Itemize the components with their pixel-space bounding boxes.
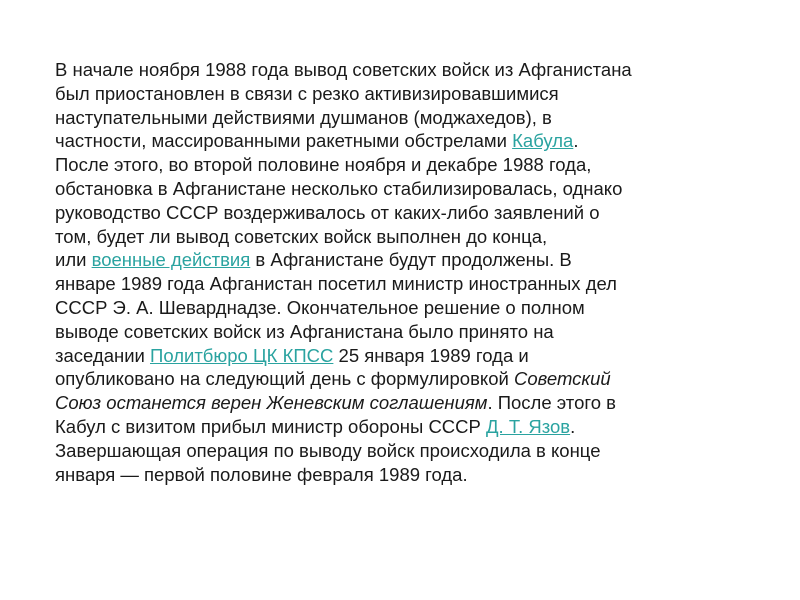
text-segment: . [570, 415, 576, 437]
text-line [55, 439, 755, 463]
text-line [55, 82, 755, 106]
text-line [55, 296, 755, 320]
text-line [55, 153, 755, 177]
link[interactable]: Кабула [512, 130, 574, 152]
text-line [55, 367, 755, 391]
text-line [55, 463, 755, 487]
text-line [55, 58, 755, 82]
text-segment: январе 1989 года Афганистан посетил министр иностранных дел [55, 273, 617, 295]
text-segment: был приостановлен в связи с резко активизировавшимися [55, 82, 559, 104]
text-line [55, 225, 755, 249]
italic-quote: Советский [513, 368, 611, 390]
article-paragraph [55, 58, 755, 486]
text-segment: СССР Э. А. Шеварднадзе. Окончательное решение о полном [55, 296, 585, 318]
text-line [55, 415, 755, 439]
text-segment: опубликовано на следующий день с формулировкой [55, 368, 514, 390]
italic-quote: Союз останется верен Женевским соглашениям [55, 392, 488, 414]
text-segment: Завершающая операция по выводу войск происходила в конце [55, 439, 601, 461]
text-segment: Кабул с визитом прибыл министр обороны СССР [55, 415, 487, 437]
text-line [55, 201, 755, 225]
text-segment: . После этого в [487, 392, 616, 414]
text-line [55, 272, 755, 296]
text-segment: заседании [55, 344, 151, 366]
text-segment: руководство СССР воздерживалось от каких-либо заявлений о [55, 201, 600, 223]
text-segment: обстановка в Афганистане несколько стабилизировалась, однако [55, 177, 623, 199]
text-line [55, 106, 755, 130]
text-segment: января — первой половине февраля 1989 года. [55, 463, 468, 485]
text-segment: В начале ноября 1988 года вывод советских войск из Афганистана [55, 59, 632, 80]
text-segment: том, будет ли вывод советских войск выполнен до конца, [55, 225, 548, 247]
text-line [55, 344, 755, 368]
text-line [55, 391, 755, 415]
link[interactable]: военные действия [91, 249, 251, 271]
text-line [55, 320, 755, 344]
link[interactable]: Политбюро ЦК КПСС [150, 344, 334, 366]
text-segment: выводе советских войск из Афганистана было принято на [55, 320, 554, 342]
text-line [55, 129, 755, 153]
text-segment: или [55, 249, 92, 271]
text-segment: 25 января 1989 года и [333, 344, 529, 366]
text-segment: наступательными действиями душманов (моджахедов), в [55, 106, 552, 128]
text-segment: . [573, 130, 579, 152]
link[interactable]: Д. Т. Язов [486, 415, 571, 437]
text-segment: частности, массированными ракетными обстрелами [55, 130, 513, 152]
text-line [55, 248, 755, 272]
text-segment: После этого, во второй половине ноября и декабре 1988 года, [55, 154, 592, 176]
text-segment: в Афганистане будут продолжены. В [250, 249, 572, 271]
text-line [55, 177, 755, 201]
